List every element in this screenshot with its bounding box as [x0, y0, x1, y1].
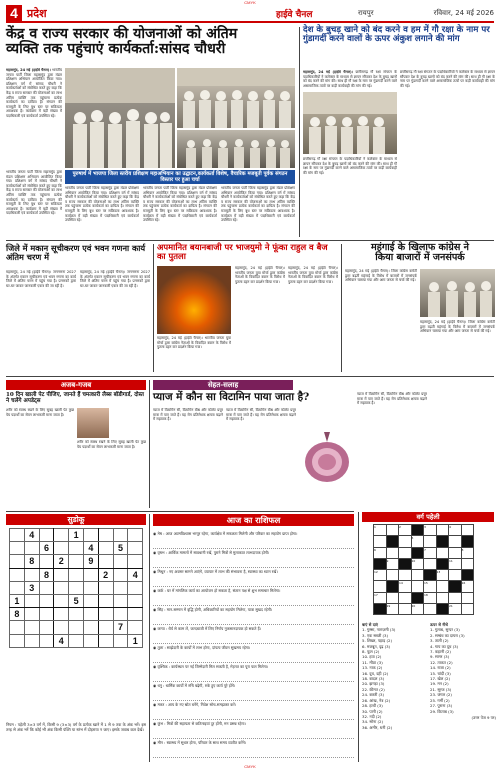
sudoku-cell[interactable]: 7: [113, 621, 128, 634]
column-divider: [341, 244, 342, 372]
crossword-clue: 9. सागर (3): [430, 654, 450, 660]
cw-cell[interactable]: 15: [424, 581, 437, 592]
sudoku-cell[interactable]: [83, 581, 98, 594]
health-photo: [77, 408, 109, 438]
story-4-photo: [420, 269, 495, 317]
sudoku-cell[interactable]: [98, 555, 113, 568]
down-title: ऊपर से नीचे: [430, 622, 448, 627]
story-4-headline: [345, 243, 495, 264]
horoscope-item: ◉ मीन : स्वास्थ्य में सुधार होगा, परिवार के साथ समय व्यतीत करेंगे।: [153, 739, 354, 758]
crossword-clue: 1. गुलाब, सुन्दर (3): [430, 627, 460, 633]
cw-cell[interactable]: 7: [424, 547, 437, 558]
lead-dateline: महासमुंद, 24 मई (हाईवे चैनल)।: [6, 68, 51, 72]
onion-illustration: [300, 430, 355, 485]
horoscope-item: ◉ मकर : आय के नए स्रोत बनेंगे, निवेश सोच-समझकर करें।: [153, 701, 354, 720]
cw-cell[interactable]: [461, 525, 474, 536]
health-body-col-2: शरीर को स्वस्थ रखने के लिए सुबह खाली पेट कुछ पेय पदार्थों का सेवन लाभकारी माना जाता है।: [77, 440, 146, 449]
cw-cell[interactable]: [386, 592, 399, 603]
page-number: 4: [6, 5, 22, 21]
crossword-clue: 32. नदी (2): [362, 713, 382, 719]
sudoku-cell[interactable]: [39, 581, 54, 594]
top-right-body-1: [303, 70, 397, 90]
story-3-body-col-3: महासमुंद, 24 मई (हाईवे चैनल)। भारतीय जनता युवा मोर्चा द्वारा कांग्रेस नेताओं के विवादित बयान के विरोध में पुतला दहन कर प्रदर्शन किया गया।: [288, 266, 338, 284]
sudoku-cell[interactable]: 4: [128, 568, 143, 581]
column-divider: [299, 27, 300, 237]
sudoku-cell[interactable]: [113, 568, 128, 581]
cw-cell[interactable]: [436, 525, 449, 536]
sudoku-cell[interactable]: [98, 608, 113, 621]
sudoku-cell[interactable]: [83, 608, 98, 621]
column-divider: [153, 244, 154, 372]
crossword-clue: 23. जंगल (2): [430, 692, 452, 698]
crossword-clue: 18. बादल (3): [362, 676, 385, 682]
cw-block: [411, 547, 424, 558]
column-divider: [149, 514, 150, 762]
page-masthead: [6, 5, 494, 23]
sudoku-cell[interactable]: [69, 581, 84, 594]
cw-cell[interactable]: [399, 604, 412, 615]
crossword-clue: 3. ताली (2): [430, 638, 449, 644]
sudoku-cell[interactable]: [83, 568, 98, 581]
sudoku-cell[interactable]: [24, 594, 39, 607]
sudoku-cell[interactable]: [54, 608, 69, 621]
lead-photo-3: [177, 130, 295, 168]
story-4-headline-line-1: महंगाई के खिलाफ कांग्रेस ने: [371, 242, 469, 253]
sudoku-cell[interactable]: 8: [10, 608, 25, 621]
onion-body-col-3: प्याज में विटामिन सी, विटामिन बी6 और फोलेट प्रचुर मात्रा में पाए जाते हैं। यह रोग प्रतिरोधक क्षमता बढ़ाने में सहायक है।: [357, 392, 427, 406]
cw-cell[interactable]: 20: [411, 604, 424, 615]
cw-cell[interactable]: 21: [449, 604, 462, 615]
cw-cell[interactable]: [424, 558, 437, 569]
health-tag: अजब-गजब: [6, 380, 146, 390]
lead-headline-line-1: केंद्र व राज्य सरकार की योजनाओं को अंतिम: [6, 26, 238, 42]
horoscope-item: ◉ मिथुन : नए अवसर सामने आएंगे, व्यापार में लाभ की संभावना है, स्वास्थ्य का ध्यान रखें।: [153, 568, 354, 587]
cw-block: [424, 570, 437, 581]
sudoku-title: सुडोकू: [6, 514, 146, 525]
horoscope-item: ◉ मेष : आज आत्मविश्वास भरपूर रहेगा, कार्यक्षेत्र में सफलता मिलेगी और परिवार का सहयोग प्राप्त होगा।: [153, 530, 354, 549]
sudoku-cell[interactable]: [39, 594, 54, 607]
sudoku-cell[interactable]: [128, 529, 143, 542]
horoscope-item: ◉ वृश्चिक : कार्यस्थल पर नई जिम्मेदारी मिल सकती है, मेहनत का पूरा फल मिलेगा।: [153, 663, 354, 682]
lead-body-col-1: [6, 68, 62, 168]
sudoku-cell[interactable]: [54, 542, 69, 555]
section-divider: [6, 376, 494, 377]
health-headline: 10 दिन खाली पेट पीजिए, जानते हैं चमत्कारी लैब्स बॉडीगार्ड, दोस्त ने चलेंगे अपडेट्स: [6, 392, 144, 405]
crossword-clue: 26. आंख, नेत्र (2): [362, 697, 391, 703]
cw-cell[interactable]: [374, 536, 387, 547]
crossword-clue: 25. गर्मी (2): [430, 697, 450, 703]
sudoku-cell[interactable]: [69, 608, 84, 621]
lead-photo-caption: पुरुषार्थ में भाजपा जिला स्तरीय प्रशिक्षण महाअभियान का उद्घाटन,कार्यकर्ता विशेष, वैचारिक मजबूती पूर्वक संगठन विस्तार पर हुआ चर्चा: [65, 170, 295, 184]
across-clue-list: [362, 627, 428, 730]
sudoku-cell[interactable]: [39, 621, 54, 634]
sudoku-cell[interactable]: [24, 542, 39, 555]
top-right-body-3: छत्तीसगढ़ गौ रक्षा संगठन के पदाधिकारियों ने कलेक्टर के माध्यम से ज्ञापन सौंपकर देश के बुचड़ खानों को बंद करने की मांग की। साथ ही गौ रक्षा के नाम पर गुंडागर्दी करने वाले असामाजिक तत्वों पर कड़ी कार्यवाही की मांग की गई।: [400, 70, 495, 88]
sudoku-cell[interactable]: [69, 555, 84, 568]
color-registration-top: CMYK: [244, 0, 256, 5]
color-registration-bottom: CMYK: [244, 764, 256, 769]
top-right-headline: देश के बुचड़ खाने को बंद करने व हम में गौ रक्षा के नाम पर गुंडागर्दी करने वालों के ऊपर अंकुश लगाने की मांग: [303, 25, 490, 45]
sudoku-cell[interactable]: [10, 581, 25, 594]
sudoku-cell[interactable]: [113, 634, 128, 647]
sudoku-cell[interactable]: [98, 634, 113, 647]
sudoku-cell[interactable]: 2: [54, 555, 69, 568]
cw-cell[interactable]: 4: [449, 525, 462, 536]
cw-cell[interactable]: [399, 592, 412, 603]
sudoku-cell[interactable]: [54, 568, 69, 581]
sudoku-cell[interactable]: [113, 608, 128, 621]
crossword-clue: 27. पुराना (3): [430, 703, 453, 709]
cw-block: [386, 536, 399, 547]
cw-cell[interactable]: 14: [399, 581, 412, 592]
cw-cell[interactable]: [449, 592, 462, 603]
crossword-clue: 30. पानी (2): [362, 708, 383, 714]
sudoku-cell[interactable]: 5: [69, 594, 84, 607]
sudoku-cell[interactable]: [128, 542, 143, 555]
cw-cell[interactable]: [374, 581, 387, 592]
cw-cell[interactable]: 8: [461, 547, 474, 558]
sudoku-row: [10, 621, 143, 634]
cw-cell[interactable]: 18: [424, 592, 437, 603]
section-divider: [6, 511, 354, 512]
sudoku-cell[interactable]: 1: [69, 529, 84, 542]
crossword-down: [430, 622, 496, 720]
sudoku-cell[interactable]: [128, 621, 143, 634]
lead-photo-2: [177, 68, 295, 128]
lead-photo-2-illustration: [177, 68, 295, 128]
lead-photo-3-illustration: [177, 130, 295, 168]
lead-photo-1: [65, 68, 175, 168]
sudoku-cell[interactable]: [128, 581, 143, 594]
horoscope-item: ◉ कन्या : धैर्य से काम लें, जल्दबाजी में लिए निर्णय नुकसानदायक हो सकते हैं।: [153, 625, 354, 644]
story-4-body-col-1: महासमुंद, 24 मई (हाईवे चैनल)। जिला कांग्रेस कमेटी द्वारा बढ़ती महंगाई के विरोध में बाजारों में जनसंपर्क अभियान चलाया गया और आम जनता से चर्चा की गई।: [345, 269, 417, 283]
cw-block: [436, 604, 449, 615]
sudoku-cell[interactable]: [113, 529, 128, 542]
health-body-col-1: शरीर को स्वस्थ रखने के लिए सुबह खाली पेट कुछ पेय पदार्थों का सेवन लाभकारी माना जाता है।: [6, 408, 74, 417]
crossword-title: वर्ग पहेली: [362, 512, 494, 522]
horoscope-title: आज का राशिफल: [153, 514, 354, 526]
cw-block: [374, 558, 387, 569]
cw-cell[interactable]: 16: [461, 581, 474, 592]
crossword-clue: 20. झगड़ा (3): [362, 681, 385, 687]
cw-cell[interactable]: 5: [411, 536, 424, 547]
sudoku-cell[interactable]: [24, 621, 39, 634]
crossword-clue: 7. कहानी (2): [430, 649, 451, 655]
story-2-body-col-1: महासमुंद, 24 मई (हाईवे चैनल)। जनगणना 2027 के अंतर्गत मकान सूचीकरण एवं भवन गणना का कार्य जिले में अंतिम चरण में पहुंच गया है। प्रगणकों द्वारा घर-घर जाकर जानकारी एकत्र की जा रही है।: [6, 270, 76, 288]
cw-cell[interactable]: [449, 547, 462, 558]
sudoku-row: [10, 634, 143, 647]
sudoku-row: [10, 555, 143, 568]
sudoku-cell[interactable]: [98, 581, 113, 594]
cw-cell[interactable]: 12: [374, 570, 387, 581]
cw-cell[interactable]: [449, 570, 462, 581]
sudoku-cell[interactable]: [24, 568, 39, 581]
sudoku-cell[interactable]: 2: [98, 568, 113, 581]
sudoku-cell[interactable]: [39, 634, 54, 647]
story-4-headline-line-2: किया बाजारों में जनसंपर्क: [375, 252, 465, 264]
column-divider: [149, 380, 150, 508]
section-divider: [6, 240, 494, 241]
lead-headline: [6, 27, 296, 58]
cw-cell[interactable]: 17: [374, 592, 387, 603]
sudoku-cell[interactable]: [69, 542, 84, 555]
sudoku-cell[interactable]: [98, 594, 113, 607]
cw-cell[interactable]: 10: [411, 558, 424, 569]
sudoku-cell[interactable]: 4: [24, 529, 39, 542]
sudoku-row: [10, 594, 143, 607]
lead-body-text: भारतीय जनता पार्टी जिला महासमुंद द्वारा मंडल प्रशिक्षण अभियान आयोजित किया गया। प्रशिक्षण वर्ग में सांसद चौधरी ने कार्यकर्ताओं को संबोधित करते हुए कहा कि केंद्र व राज्य सरकार की योजनाओं का लाभ अंतिम व्यक्ति तक पहुंचाना प्रत्येक कार्यकर्ता का दायित्व है। संगठन की मजबूती के लिए बूथ स्तर पर सक्रियता आवश्यक है। कार्यक्रम में बड़ी संख्या में पदाधिकारी एवं कार्यकर्ता उपस्थित रहे।: [6, 68, 62, 118]
crossword-clue: 3. एक सब्जी (3): [362, 632, 388, 638]
cw-cell[interactable]: [449, 536, 462, 547]
horoscope-item: ◉ कुंभ : मित्रों की सहायता से कठिनाइयां दूर होंगी, मन प्रसन्न रहेगा।: [153, 720, 354, 739]
crossword-clue: 19. मन (2): [430, 681, 449, 687]
sudoku-cell[interactable]: [69, 568, 84, 581]
cw-cell[interactable]: [436, 547, 449, 558]
crossword-clue: 14. राजा (2): [430, 665, 451, 671]
sudoku-cell[interactable]: [113, 594, 128, 607]
lead-photo-1-illustration: [65, 68, 175, 168]
cw-block: [399, 558, 412, 569]
sudoku-cell[interactable]: [113, 555, 128, 568]
sudoku-cell[interactable]: [39, 555, 54, 568]
horoscope-item: ◉ सिंह : मान-सम्मान में वृद्धि होगी, अधिकारियों का सहयोग मिलेगा, यात्रा सुखद रहेगी।: [153, 606, 354, 625]
sudoku-cell[interactable]: [10, 634, 25, 647]
onion-tag: सेहत-सलाह: [153, 380, 293, 390]
horoscope-item: ◉ वृषभ : आर्थिक मामलों में सावधानी रखें, पुराने मित्रों से मुलाकात लाभदायक होगी।: [153, 549, 354, 568]
sudoku-cell[interactable]: 4: [54, 634, 69, 647]
cw-cell[interactable]: [399, 547, 412, 558]
sudoku-cell[interactable]: 8: [24, 555, 39, 568]
cw-cell[interactable]: 11: [449, 558, 462, 569]
sudoku-cell[interactable]: [24, 608, 39, 621]
cw-cell[interactable]: [436, 581, 449, 592]
horoscope-list: [153, 530, 354, 758]
sudoku-cell[interactable]: [54, 529, 69, 542]
edition-city: रायपुर: [358, 8, 374, 17]
story-3-headline: अपमानित बयानबाजी पर भाजयुमो ने फूंका राहुल व बैज का पुतला: [157, 242, 328, 262]
crossword-clue: 1. गुस्सा, नाराज़गी (3): [362, 627, 396, 633]
sudoku-row: [10, 608, 143, 621]
cw-block: [386, 581, 399, 592]
sudoku-cell[interactable]: [113, 581, 128, 594]
sudoku-cell[interactable]: 4: [83, 542, 98, 555]
onion-headline: प्याज में कौन सा विटामिन पाया जाता है?: [153, 391, 310, 403]
lead-body-col-2: भारतीय जनता पार्टी जिला महासमुंद द्वारा मंडल प्रशिक्षण अभियान आयोजित किया गया। प्रशिक्षण वर्ग में सांसद चौधरी ने कार्यकर्ताओं को संबोधित करते हुए कहा कि केंद्र व राज्य सरकार की योजनाओं का लाभ अंतिम व्यक्ति तक पहुंचाना प्रत्येक कार्यकर्ता का दायित्व है। संगठन की मजबूती के लिए बूथ स्तर पर सक्रियता आवश्यक है। कार्यक्रम में बड़ी संख्या में पदाधिकारी एवं कार्यकर्ता उपस्थित रहे।: [6, 170, 62, 216]
onion-photo: [300, 430, 355, 485]
sudoku-cell[interactable]: [24, 634, 39, 647]
crossword-clue: 36. अमीर, धनी (2): [362, 724, 393, 730]
sudoku-cell[interactable]: [98, 621, 113, 634]
story-2-body-col-2: महासमुंद, 24 मई (हाईवे चैनल)। जनगणना 2027 के अंतर्गत मकान सूचीकरण एवं भवन गणना का कार्य जिले में अंतिम चरण में पहुंच गया है। प्रगणकों द्वारा घर-घर जाकर जानकारी एकत्र की जा रही है।: [80, 270, 150, 288]
cw-cell[interactable]: [399, 536, 412, 547]
top-right-photo: [303, 92, 397, 154]
cw-cell[interactable]: 19: [386, 604, 399, 615]
cw-cell[interactable]: [386, 547, 399, 558]
sudoku-cell[interactable]: [39, 529, 54, 542]
sudoku-cell[interactable]: [54, 581, 69, 594]
cw-block: [436, 536, 449, 547]
across-title: बाएं से दाएं: [362, 622, 378, 627]
top-right-photo-illustration: [303, 92, 397, 154]
crossword-clue: 29. किताब (3): [430, 708, 454, 714]
cw-cell[interactable]: [461, 558, 474, 569]
sudoku-cell[interactable]: [10, 621, 25, 634]
sudoku-grid: [9, 528, 143, 648]
sudoku-row: [10, 542, 143, 555]
lead-headline-line-2: व्यक्ति तक पहुंचाएं कार्यकर्ता:सांसद चौधरी: [6, 41, 226, 58]
crossword-clue: 34. सोना (2): [362, 719, 383, 725]
crossword-answer-note: (उत्तर पेज 9 पर): [471, 714, 496, 720]
cw-block: [374, 604, 387, 615]
sudoku-rules: नियम : पहेली 3×3 वर्ग में, किसी 9 (3×3) वर्ग के प्रत्येक खाने में 1 से 9 तक के अंक भरें। इस तरह से अंक भरें कि कोई भी अंक किसी पंक्ति या स्तंभ में दोहराया न जाए। इसके जवाब कल देखें।: [6, 722, 146, 732]
sudoku-cell[interactable]: 3: [24, 581, 39, 594]
story-4-photo-illustration: [420, 269, 495, 317]
sudoku-cell[interactable]: [10, 542, 25, 555]
story-3-photo: [157, 266, 231, 334]
sudoku-cell[interactable]: [128, 608, 143, 621]
sudoku-cell[interactable]: [128, 555, 143, 568]
cw-cell[interactable]: 6: [374, 547, 387, 558]
cw-cell[interactable]: [386, 570, 399, 581]
crossword-clue: 15. चांदी (3): [430, 670, 451, 676]
crossword-clue: 12. ताकत (2): [430, 659, 453, 665]
cw-cell[interactable]: [461, 604, 474, 615]
sudoku-cell[interactable]: [69, 621, 84, 634]
sudoku-cell[interactable]: 8: [39, 568, 54, 581]
horoscope-item: ◉ तुला : साझेदारी के कार्यों में लाभ होगा, दांपत्य जीवन सुखमय रहेगा।: [153, 644, 354, 663]
cw-block: [461, 536, 474, 547]
story-4-body-col-2: महासमुंद, 24 मई (हाईवे चैनल)। जिला कांग्रेस कमेटी द्वारा बढ़ती महंगाई के विरोध में बाजारों में जनसंपर्क अभियान चलाया गया और आम जनता से चर्चा की गई।: [420, 320, 495, 334]
cw-cell[interactable]: [399, 570, 412, 581]
crossword-clue: 17. खेल (2): [430, 676, 450, 682]
crossword-clue: 21. सूरज (3): [430, 686, 452, 692]
crossword-across: [362, 622, 428, 730]
top-right-body-text: छत्तीसगढ़ गौ रक्षा संगठन के पदाधिकारियों ने कलेक्टर के माध्यम से ज्ञापन सौंपकर देश के बुचड़ खानों को बंद करने की मांग की। साथ ही गौ रक्षा के नाम पर गुंडागर्दी करने वाले असामाजिक तत्वों पर कड़ी कार्यवाही की मांग की गई।: [303, 70, 397, 88]
crossword-clue: 13. नाक (2): [362, 665, 383, 671]
cw-cell[interactable]: 9: [386, 558, 399, 569]
down-clue-list: [430, 627, 496, 714]
crossword-clue: 16. दूध, दही (2): [362, 670, 389, 676]
sudoku-cell[interactable]: 1: [128, 634, 143, 647]
crossword-clue: 24. बकरी (3): [362, 692, 384, 698]
newspaper-brand: हाईवे चैनल: [276, 9, 313, 20]
lead-body-col-3: भारतीय जनता पार्टी जिला महासमुंद द्वारा मंडल प्रशिक्षण अभियान आयोजित किया गया। प्रशिक्षण वर्ग में सांसद चौधरी ने कार्यकर्ताओं को संबोधित करते हुए कहा कि केंद्र व राज्य सरकार की योजनाओं का लाभ अंतिम व्यक्ति तक पहुंचाना प्रत्येक कार्यकर्ता का दायित्व है। संगठन की मजबूती के लिए बूथ स्तर पर सक्रियता आवश्यक है। कार्यक्रम में बड़ी संख्या में पदाधिकारी एवं कार्यकर्ता उपस्थित रहे।: [65, 186, 139, 223]
sudoku-row: [10, 568, 143, 581]
crossword-clue: 28. हाथी (3): [362, 703, 383, 709]
sudoku-cell[interactable]: [83, 634, 98, 647]
cw-cell[interactable]: [436, 592, 449, 603]
sudoku-cell[interactable]: [54, 621, 69, 634]
sudoku-cell[interactable]: 6: [39, 542, 54, 555]
cw-cell[interactable]: [424, 536, 437, 547]
sudoku-cell[interactable]: [10, 568, 25, 581]
cw-block: [411, 592, 424, 603]
cw-cell[interactable]: 13: [436, 570, 449, 581]
horoscope-item: ◉ धनु : धार्मिक कार्यों में रुचि बढ़ेगी, रुके हुए कार्य पूरे होंगे।: [153, 682, 354, 701]
sudoku-cell[interactable]: 5: [113, 542, 128, 555]
sudoku-cell[interactable]: [10, 555, 25, 568]
crossword-clue: 8. फूल (2): [362, 649, 380, 655]
crossword-clue: 5. शिखर, पहाड़ (2): [362, 638, 392, 644]
crossword-clue: 2. सम्बंध का दायरा (3): [430, 632, 465, 638]
cw-cell[interactable]: 3: [424, 525, 437, 536]
story-2-headline: जिले में मकान सूचीकरण एवं भवन गणना कार्य अंतिम चरण में: [6, 243, 146, 262]
edition-date: रविवार, 24 मई 2026: [433, 8, 494, 17]
crossword-grid: [373, 524, 474, 615]
sudoku-cell[interactable]: 1: [10, 594, 25, 607]
cw-block: [461, 570, 474, 581]
sudoku-cell[interactable]: [83, 529, 98, 542]
horoscope-item: ◉ कर्क : घर में मांगलिक कार्य का आयोजन हो सकता है, संतान पक्ष से शुभ समाचार मिलेगा।: [153, 587, 354, 606]
sudoku-row: [10, 581, 143, 594]
sudoku-cell[interactable]: [128, 594, 143, 607]
story-3-body-col-1: महासमुंद, 24 मई (हाईवे चैनल)। भारतीय जनता युवा मोर्चा द्वारा कांग्रेस नेताओं के विवादित बयान के विरोध में पुतला दहन कर प्रदर्शन किया गया।: [157, 336, 231, 350]
story-3-body-col-2: महासमुंद, 24 मई (हाईवे चैनल)। भारतीय जनता युवा मोर्चा द्वारा कांग्रेस नेताओं के विवादित बयान के विरोध में पुतला दहन कर प्रदर्शन किया गया।: [235, 266, 285, 284]
cw-cell[interactable]: [411, 570, 424, 581]
section-name: प्रदेश: [27, 6, 47, 20]
cw-cell[interactable]: [424, 604, 437, 615]
sudoku-cell[interactable]: [10, 529, 25, 542]
cw-cell[interactable]: 2: [399, 525, 412, 536]
sudoku-cell[interactable]: [69, 634, 84, 647]
sudoku-cell[interactable]: [39, 608, 54, 621]
sudoku-row: [10, 529, 143, 542]
cw-cell[interactable]: [411, 581, 424, 592]
top-right-dateline: महासमुंद, 24 मई (हाईवे चैनल)।: [303, 70, 354, 74]
sudoku-cell[interactable]: 9: [83, 555, 98, 568]
onion-body-col-1: प्याज में विटामिन सी, विटामिन बी6 और फोलेट प्रचुर मात्रा में पाए जाते हैं। यह रोग प्रतिरोधक क्षमता बढ़ाने में सहायक है।: [153, 408, 223, 422]
sudoku-cell[interactable]: [98, 542, 113, 555]
lead-body-col-4: भारतीय जनता पार्टी जिला महासमुंद द्वारा मंडल प्रशिक्षण अभियान आयोजित किया गया। प्रशिक्षण वर्ग में सांसद चौधरी ने कार्यकर्ताओं को संबोधित करते हुए कहा कि केंद्र व राज्य सरकार की योजनाओं का लाभ अंतिम व्यक्ति तक पहुंचाना प्रत्येक कार्यकर्ता का दायित्व है। संगठन की मजबूती के लिए बूथ स्तर पर सक्रियता आवश्यक है। कार्यक्रम में बड़ी संख्या में पदाधिकारी एवं कार्यकर्ता उपस्थित रहे।: [143, 186, 217, 223]
crossword-clue: 11. मीठा (3): [362, 659, 383, 665]
sudoku-cell[interactable]: [83, 621, 98, 634]
sudoku-cell[interactable]: [83, 594, 98, 607]
sudoku-cell[interactable]: [98, 529, 113, 542]
cw-block: [449, 581, 462, 592]
lead-body-col-5: भारतीय जनता पार्टी जिला महासमुंद द्वारा मंडल प्रशिक्षण अभियान आयोजित किया गया। प्रशिक्षण वर्ग में सांसद चौधरी ने कार्यकर्ताओं को संबोधित करते हुए कहा कि केंद्र व राज्य सरकार की योजनाओं का लाभ अंतिम व्यक्ति तक पहुंचाना प्रत्येक कार्यकर्ता का दायित्व है। संगठन की मजबूती के लिए बूथ स्तर पर सक्रियता आवश्यक है। कार्यक्रम में बड़ी संख्या में पदाधिकारी एवं कार्यकर्ता उपस्थित रहे।: [221, 186, 295, 223]
onion-body-col-2: प्याज में विटामिन सी, विटामिन बी6 और फोलेट प्रचुर मात्रा में पाए जाते हैं। यह रोग प्रतिरोधक क्षमता बढ़ाने में सहायक है।: [226, 408, 296, 422]
top-right-body-2: छत्तीसगढ़ गौ रक्षा संगठन के पदाधिकारियों ने कलेक्टर के माध्यम से ज्ञापन सौंपकर देश के बुचड़ खानों को बंद करने की मांग की। साथ ही गौ रक्षा के नाम पर गुंडागर्दी करने वाले असामाजिक तत्वों पर कड़ी कार्यवाही की मांग की गई।: [303, 157, 397, 175]
cw-block: [411, 525, 424, 536]
cw-cell[interactable]: [461, 592, 474, 603]
crossword-clue: 4. गाय का दूध (3): [430, 643, 459, 649]
crossword-clue: 22. कीमत (2): [362, 686, 385, 692]
sudoku-cell[interactable]: [54, 594, 69, 607]
crossword-clue: 10. हवा (2): [362, 654, 382, 660]
column-divider: [358, 512, 359, 762]
cw-cell[interactable]: [386, 525, 399, 536]
cw-cell[interactable]: 1: [374, 525, 387, 536]
crossword-clue: 6. मजबूत, दृढ़ (3): [362, 643, 391, 649]
cw-block: [436, 558, 449, 569]
